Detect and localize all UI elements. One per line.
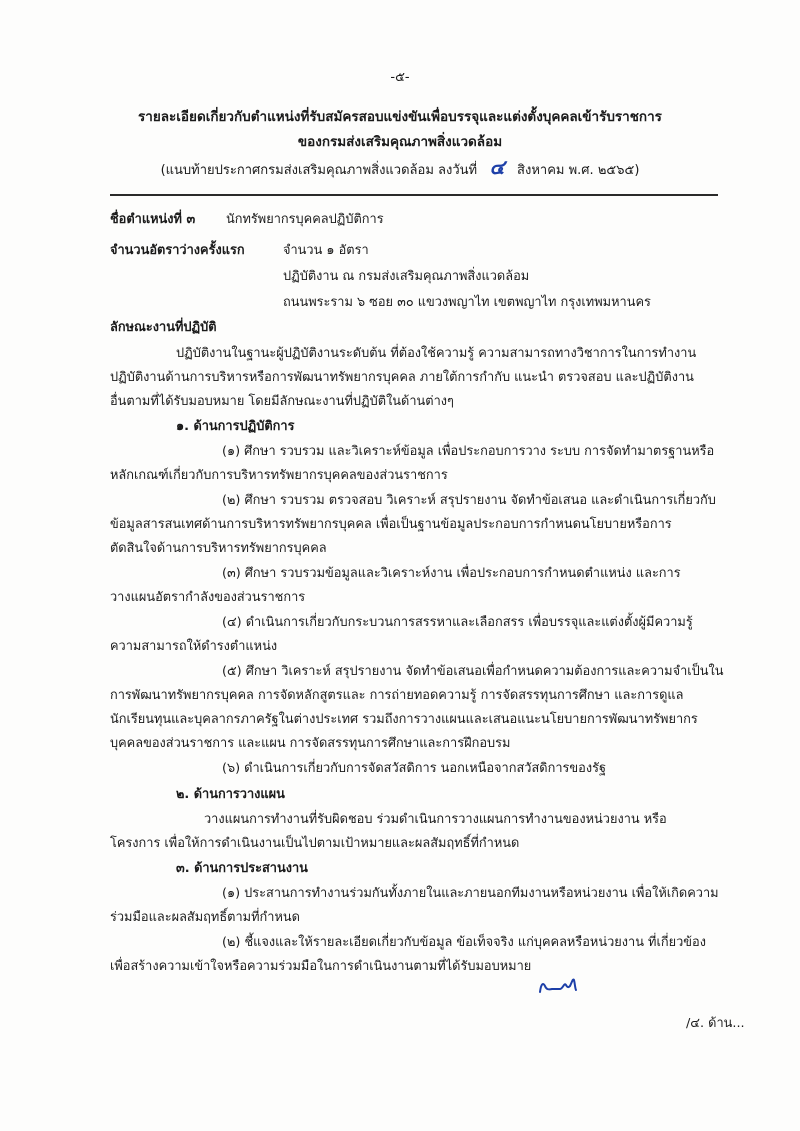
document-subtitle [0, 151, 800, 183]
duty-item-line: (๓) ศึกษา รวบรวมข้อมูลและวิเคราะห์งาน เพื่อประกอบการกำหนดตำแหน่ง และการ [222, 566, 681, 581]
page-continuation: /๔. ด้าน... [686, 1016, 745, 1031]
duty-item-line: (๔) ดำเนินการเกี่ยวกับกระบวนการสรรหาและเลือกสรร เพื่อบรรจุและแต่งตั้งผู้มีความรู้ [222, 615, 693, 630]
handwritten-initials-icon [538, 976, 582, 994]
duty-item-line: (๒) ศึกษา รวบรวม ตรวจสอบ วิเคราะห์ สรุปรายงาน จัดทำข้อเสนอ และดำเนินการเกี่ยวกับ [222, 493, 716, 508]
duty-item-line: โครงการ เพื่อให้การดำเนินงานเป็นไปตามเป้าหมายและผลสัมฤทธิ์ที่กำหนด [110, 836, 520, 851]
section-heading: ๓. ด้านการประสานงาน [176, 861, 308, 876]
duty-item-line: (๑) ประสานการทำงานร่วมกันทั้งภายในและภายนอกทีมงานหรือหน่วยงาน เพื่อให้เกิดความ [222, 886, 719, 901]
subtitle-prefix: (แนบท้ายประกาศกรมส่งเสริมคุณภาพสิ่งแวดล้อม ลงวันที่ [160, 163, 478, 178]
duty-item-line: (๕) ศึกษา วิเคราะห์ สรุปรายงาน จัดทำข้อเสนอเพื่อกำหนดความต้องการและความจำเป็นใน [222, 664, 724, 679]
handwritten-day: ๔ [489, 155, 505, 179]
page-number: -๕- [390, 70, 410, 85]
duty-item-line: การพัฒนาทรัพยากรบุคคล การจัดหลักสูตรและ การถ่ายทอดความรู้ การจัดสรรทุนการศึกษา และการดูแล [110, 688, 684, 703]
duty-item-line: ข้อมูลสารสนเทศด้านการบริหารทรัพยากรบุคคล เพื่อเป็นฐานข้อมูลประกอบการกำหนดนโยบายหรือการ [110, 517, 672, 532]
duty-item-line: นักเรียนทุนและบุคลากรภาครัฐในต่างประเทศ รวมถึงการวางแผนและเสนอแนะนโยบายการพัฒนาทรัพยากร [110, 712, 698, 727]
duty-item-line: วางแผนอัตรากำลังของส่วนราชการ [110, 590, 306, 605]
subtitle-suffix: สิงหาคม พ.ศ. ๒๕๖๕) [517, 163, 640, 178]
document-title-line2: ของกรมส่งเสริมคุณภาพสิ่งแวดล้อม [297, 134, 503, 150]
duty-item-line: (๖) ดำเนินการเกี่ยวกับการจัดสวัสดิการ นอกเหนือจากสวัสดิการของรัฐ [222, 761, 607, 776]
header-divider [110, 194, 718, 196]
vacancy-line: จำนวน ๑ อัตรา [283, 243, 369, 258]
position-value: นักทรัพยากรบุคคลปฏิบัติการ [226, 212, 384, 227]
vacancy-line: ถนนพระราม ๖ ซอย ๓๐ แขวงพญาไท เขตพญาไท กรุงเทพมหานคร [283, 295, 651, 310]
duty-item-line: หลักเกณฑ์เกี่ยวกับการบริหารทรัพยากรบุคคลของส่วนราชการ [110, 468, 448, 483]
duty-item-line: บุคคลของส่วนราชการ และแผน การจัดสรรทุนการศึกษาและการฝึกอบรม [110, 736, 511, 751]
duties-heading: ลักษณะงานที่ปฏิบัติ [110, 320, 217, 335]
position-label: ชื่อตำแหน่งที่ ๓ [110, 212, 196, 227]
duty-item-line: วางแผนการทำงานที่รับผิดชอบ ร่วมดำเนินการวางแผนการทำงานของหน่วยงาน หรือ [204, 812, 667, 827]
duty-item-line: เพื่อสร้างความเข้าใจหรือความร่วมมือในการดำเนินงานตามที่ได้รับมอบหมาย [110, 959, 532, 974]
duties-intro-line: ปฏิบัติงานในฐานะผู้ปฏิบัติงานระดับต้น ที่ต้องใช้ความรู้ ความสามารถทางวิชาการในการทำงาน [176, 346, 697, 361]
duty-item-line: ตัดสินใจด้านการบริหารทรัพยากรบุคคล [110, 541, 327, 556]
duties-intro-line: อื่นตามที่ได้รับมอบหมาย โดยมีลักษณะงานที่ปฏิบัติในด้านต่างๆ [110, 394, 454, 409]
vacancy-line: ปฏิบัติงาน ณ กรมส่งเสริมคุณภาพสิ่งแวดล้อม [283, 269, 530, 284]
duties-intro-line: ปฏิบัติงานด้านการบริหารหรือการพัฒนาทรัพยากรบุคคล ภายใต้การกำกับ แนะนำ ตรวจสอบ และปฏิบัติงาน [110, 370, 694, 385]
section-heading: ๒. ด้านการวางแผน [176, 787, 285, 802]
duty-item-line: (๒) ชี้แจงและให้รายละเอียดเกี่ยวกับข้อมูล ข้อเท็จจริง แก่บุคคลหรือหน่วยงาน ที่เกี่ยวข้อง [222, 935, 706, 950]
vacancy-label: จำนวนอัตราว่างครั้งแรก [110, 243, 245, 258]
duty-item-line: ความสามารถให้ดำรงตำแหน่ง [110, 639, 278, 654]
section-heading: ๑. ด้านการปฏิบัติการ [176, 419, 295, 434]
document-title-line1: รายละเอียดเกี่ยวกับตำแหน่งที่รับสมัครสอบแข่งขันเพื่อบรรจุและแต่งตั้งบุคคลเข้ารับราชการ [138, 109, 662, 125]
duty-item-line: ร่วมมือและผลสัมฤทธิ์ตามที่กำหนด [110, 910, 300, 925]
duty-item-line: (๑) ศึกษา รวบรวม และวิเคราะห์ข้อมูล เพื่อประกอบการวาง ระบบ การจัดทำมาตรฐานหรือ [222, 444, 715, 459]
